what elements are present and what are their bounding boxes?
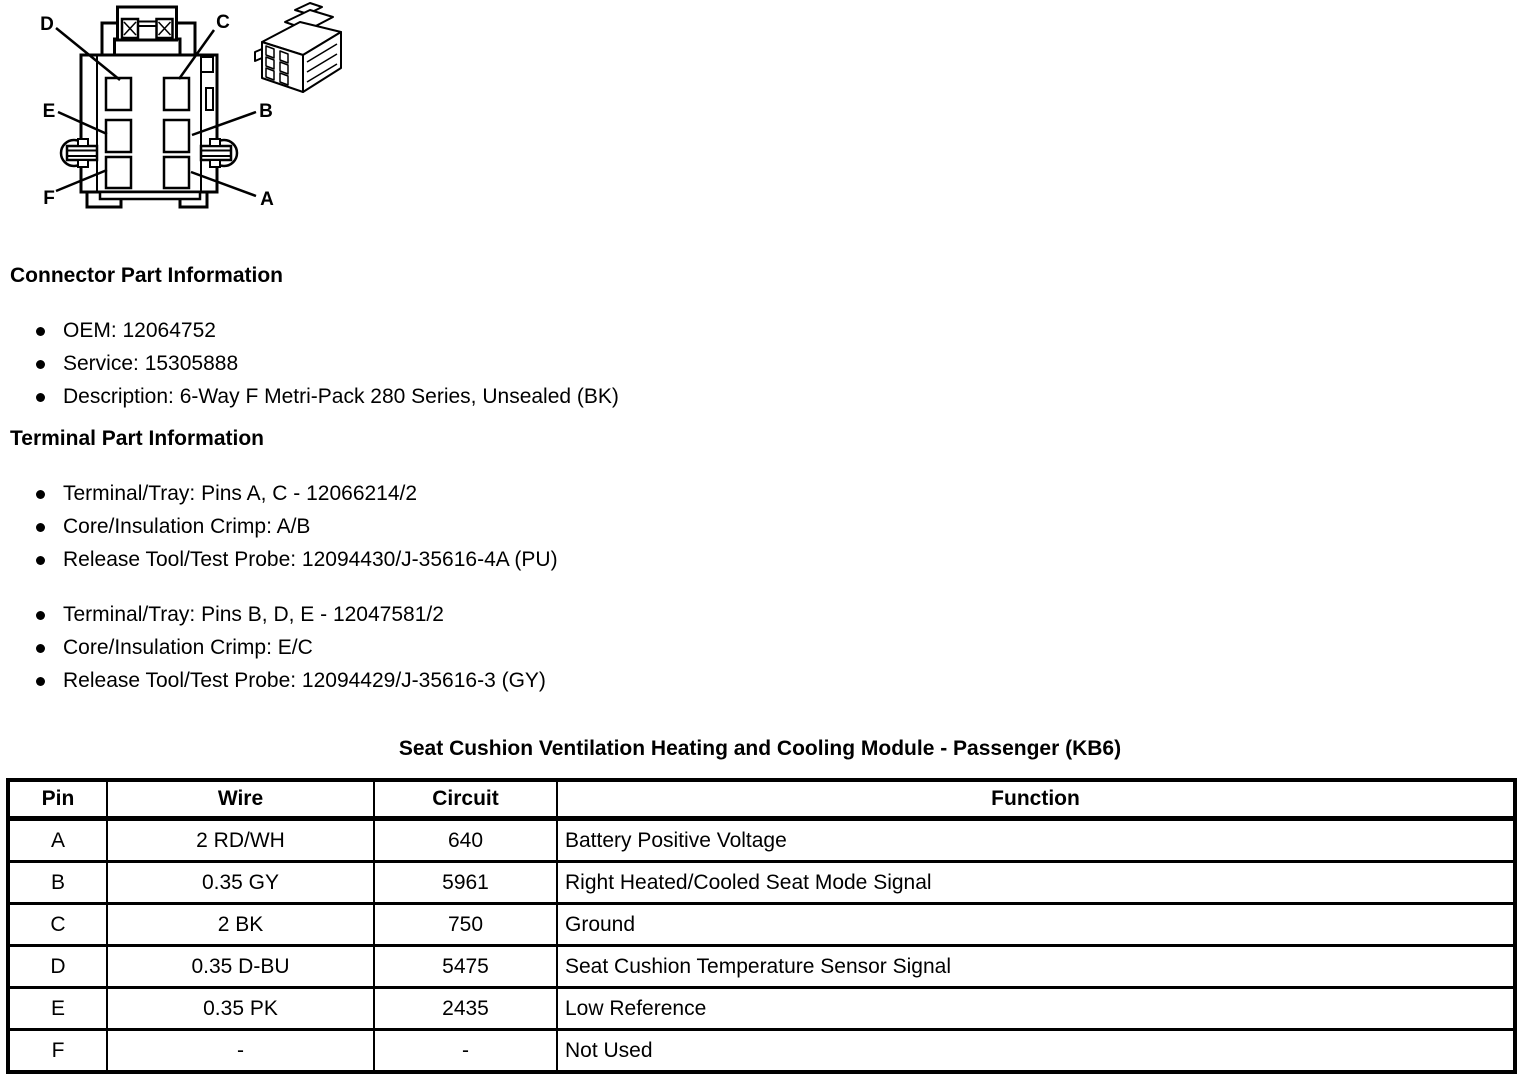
column-header-function: Function xyxy=(557,780,1515,819)
table-row-pin-c xyxy=(8,904,1515,946)
terminal-part-information-heading: Terminal Part Information xyxy=(10,427,264,450)
pin-label-b: B xyxy=(259,101,273,122)
bullet-item xyxy=(36,637,546,659)
bullet-dot xyxy=(36,556,45,565)
iso-side-tab xyxy=(255,49,262,61)
pin-cell: B xyxy=(8,862,107,904)
bullet-item xyxy=(36,483,558,505)
cavity-e xyxy=(106,120,131,152)
pin-cell: F xyxy=(8,1030,107,1073)
pinout-table-title: Seat Cushion Ventilation Heating and Cooling Module - Passenger (KB6) xyxy=(398,737,1122,760)
bullet-text: Description: 6-Way F Metri-Pack 280 Series, Unsealed (BK) xyxy=(63,385,619,408)
bullet-item xyxy=(36,549,558,571)
wire-cell: 0.35 PK xyxy=(107,988,374,1030)
wire-cell: 2 BK xyxy=(107,904,374,946)
wire-cell: 0.35 GY xyxy=(107,862,374,904)
function-cell: Right Heated/Cooled Seat Mode Signal xyxy=(557,862,1515,904)
cavity-c xyxy=(164,78,189,110)
cavity-f xyxy=(106,157,131,188)
side-clip-left-bar xyxy=(67,146,97,160)
bullet-text: Terminal/Tray: Pins B, D, E - 12047581/2 xyxy=(63,603,444,626)
pin-label-f: F xyxy=(43,188,55,209)
pin-label-c: C xyxy=(216,12,230,33)
side-clip-right-tab xyxy=(210,139,220,146)
wire-cell: - xyxy=(107,1030,374,1073)
circuit-cell: 2435 xyxy=(374,988,557,1030)
table-row-pin-f xyxy=(8,1030,1515,1073)
column-header-wire: Wire xyxy=(107,780,374,819)
pinout-table xyxy=(6,778,1517,1074)
terminal-part-bullet-list-pins-bde xyxy=(36,604,546,703)
connector-part-information-heading: Connector Part Information xyxy=(10,264,284,287)
bullet-text: OEM: 12064752 xyxy=(63,319,216,342)
bullet-dot xyxy=(36,523,45,532)
pinout-table-head-row xyxy=(8,780,1515,819)
bullet-item xyxy=(36,670,546,692)
wire-cell: 0.35 D-BU xyxy=(107,946,374,988)
circuit-cell: 640 xyxy=(374,819,557,862)
side-clip-right-bar xyxy=(201,146,231,160)
column-header-pin: Pin xyxy=(8,780,107,819)
bullet-item xyxy=(36,320,619,342)
bullet-item xyxy=(36,353,619,375)
function-cell: Ground xyxy=(557,904,1515,946)
function-cell: Battery Positive Voltage xyxy=(557,819,1515,862)
bullet-dot xyxy=(36,490,45,499)
side-clip-right-tab xyxy=(210,160,220,167)
bullet-text: Release Tool/Test Probe: 12094430/J-35616-4A (PU) xyxy=(63,548,558,571)
bullet-text: Core/Insulation Crimp: A/B xyxy=(63,515,311,538)
bullet-item xyxy=(36,516,558,538)
bullet-dot xyxy=(36,611,45,620)
table-row-pin-e xyxy=(8,988,1515,1030)
pin-label-e: E xyxy=(42,101,56,122)
terminal-part-bullet-list-pins-ac xyxy=(36,483,558,582)
column-header-circuit: Circuit xyxy=(374,780,557,819)
bullet-item xyxy=(36,386,619,408)
side-clip-left-tab xyxy=(78,160,88,167)
circuit-cell: 750 xyxy=(374,904,557,946)
function-cell: Not Used xyxy=(557,1030,1515,1073)
circuit-cell: 5961 xyxy=(374,862,557,904)
housing-step xyxy=(206,88,213,110)
table-row-pin-d xyxy=(8,946,1515,988)
cavity-d xyxy=(106,78,131,110)
housing-step xyxy=(201,57,213,72)
connector-iso-view xyxy=(255,3,341,92)
wire-cell: 2 RD/WH xyxy=(107,819,374,862)
bullet-dot xyxy=(36,677,45,686)
pin-label-a: A xyxy=(260,189,274,210)
bullet-dot xyxy=(36,393,45,402)
circuit-cell: 5475 xyxy=(374,946,557,988)
pin-cell: D xyxy=(8,946,107,988)
connector-diagram xyxy=(0,0,400,235)
function-cell: Seat Cushion Temperature Sensor Signal xyxy=(557,946,1515,988)
bullet-text: Core/Insulation Crimp: E/C xyxy=(63,636,313,659)
pin-cell: A xyxy=(8,819,107,862)
side-clip-left-tab xyxy=(78,139,88,146)
pin-cell: C xyxy=(8,904,107,946)
pinout-table-body xyxy=(8,819,1515,1073)
table-row-pin-a xyxy=(8,819,1515,862)
bullet-dot xyxy=(36,644,45,653)
cavity-b xyxy=(164,120,189,152)
circuit-cell: - xyxy=(374,1030,557,1073)
bullet-text: Release Tool/Test Probe: 12094429/J-35616-3 (GY) xyxy=(63,669,546,692)
pin-cell: E xyxy=(8,988,107,1030)
cavity-a xyxy=(164,157,189,188)
bullet-item xyxy=(36,604,546,626)
function-cell: Low Reference xyxy=(557,988,1515,1030)
bullet-text: Service: 15305888 xyxy=(63,352,239,375)
bullet-text: Terminal/Tray: Pins A, C - 12066214/2 xyxy=(63,482,418,505)
base-plate xyxy=(100,192,200,199)
bullet-dot xyxy=(36,327,45,336)
pin-label-d: D xyxy=(40,14,54,35)
bullet-dot xyxy=(36,360,45,369)
table-row-pin-b xyxy=(8,862,1515,904)
connector-part-bullet-list xyxy=(36,320,619,419)
